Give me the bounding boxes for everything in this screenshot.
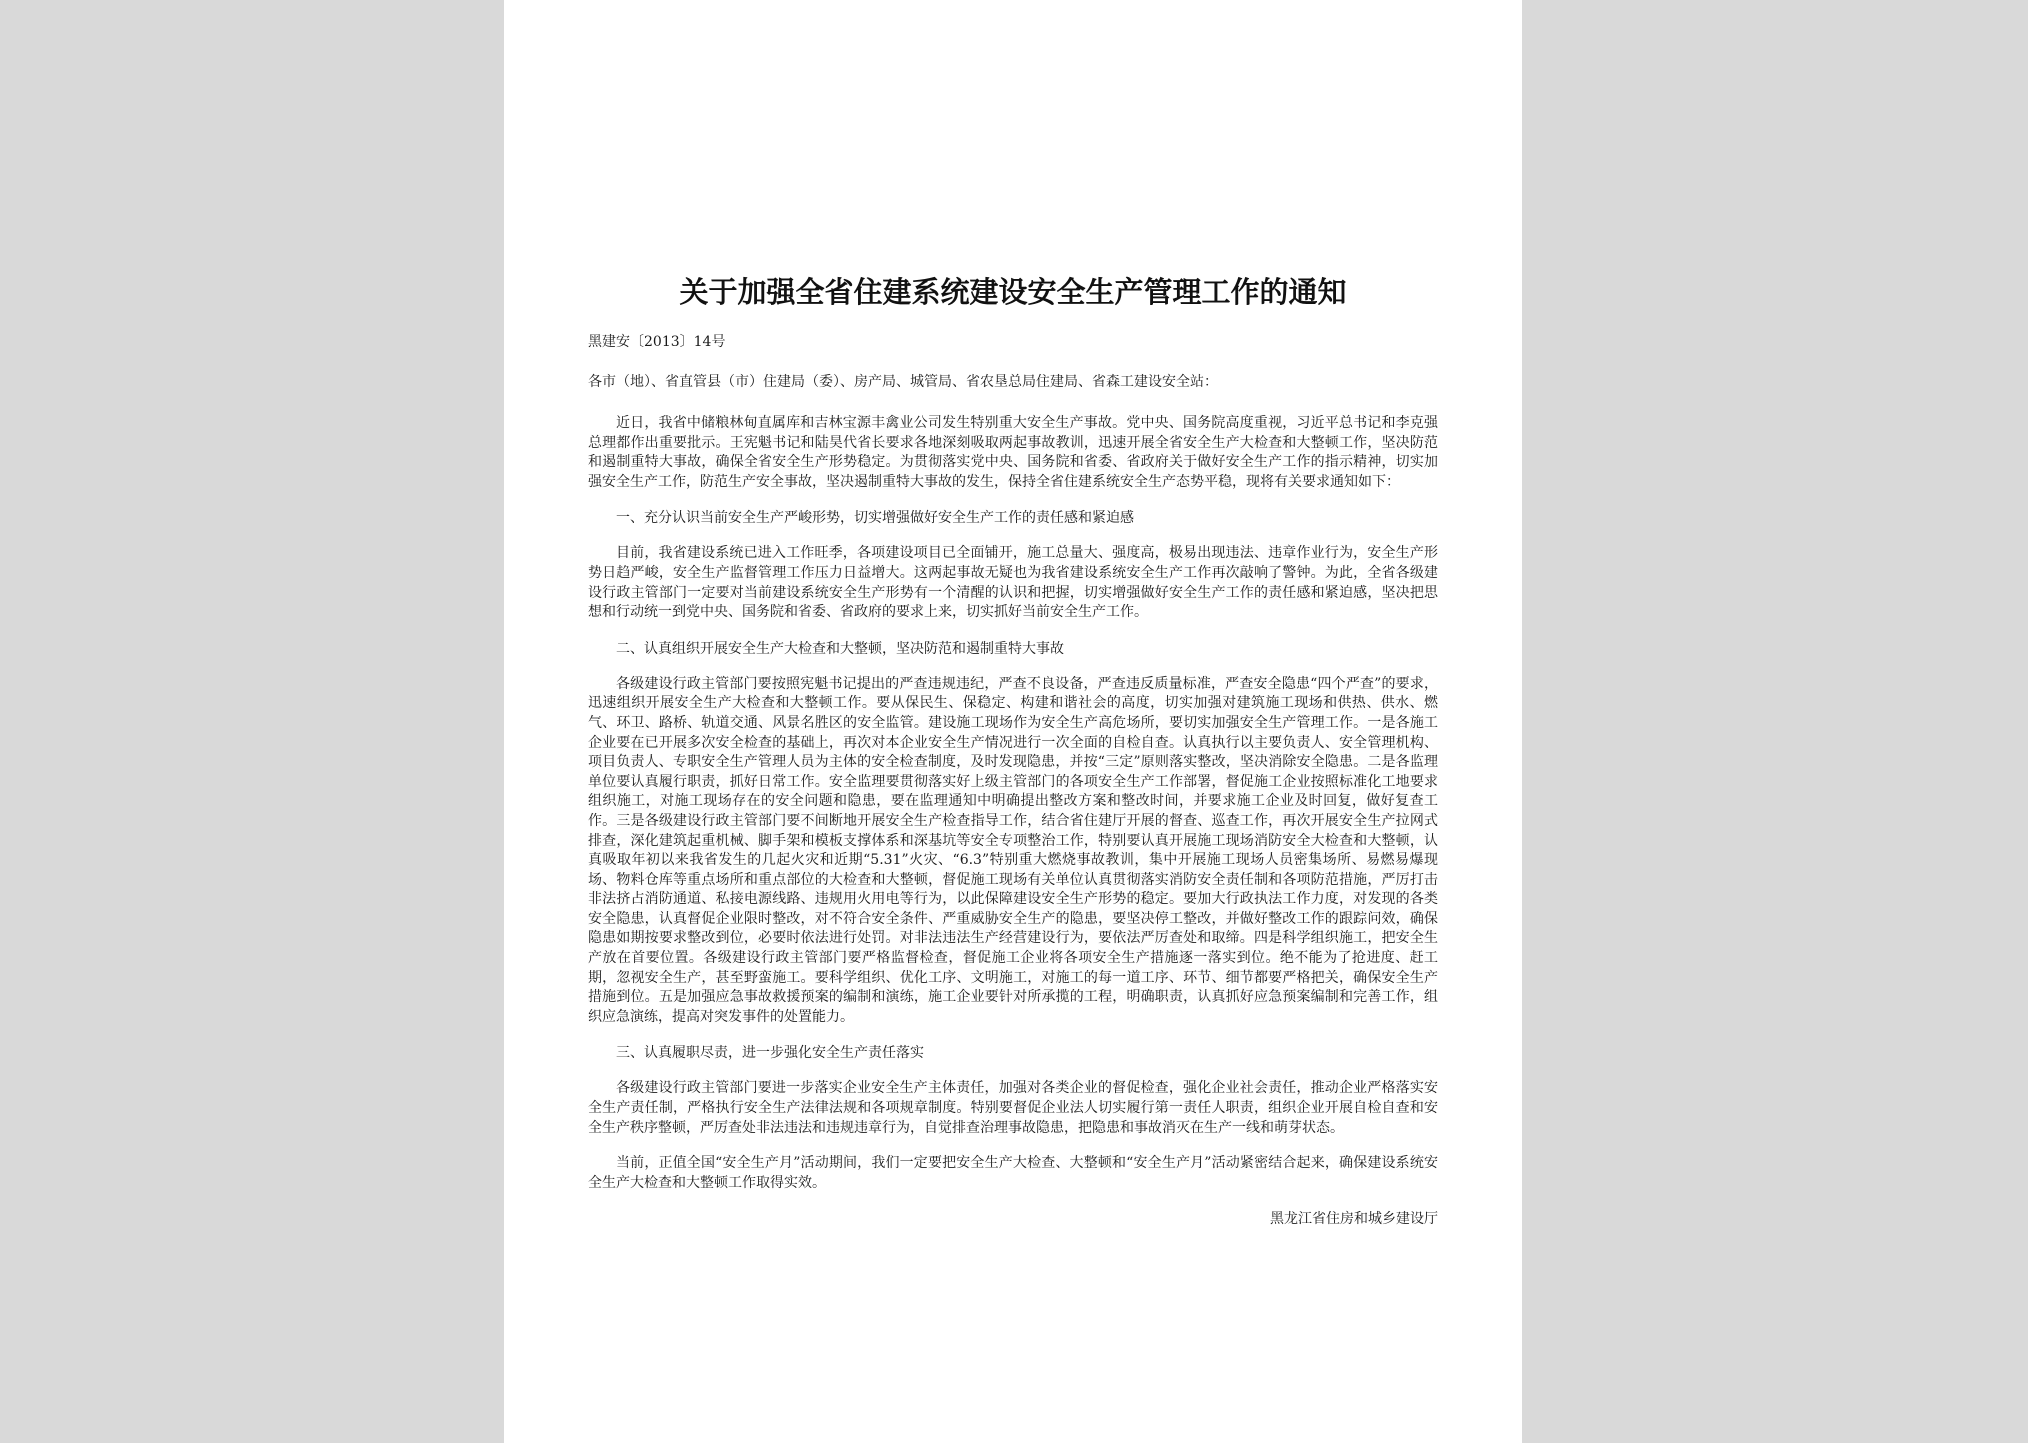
section3-heading: 三、认真履职尽责，进一步强化安全生产责任落实 — [616, 1045, 924, 1062]
section1-heading: 一、充分认识当前安全生产严峻形势，切实增强做好安全生产工作的责任感和紧迫感 — [616, 510, 1134, 527]
intro-paragraph: 近日，我省中储粮林甸直属库和吉林宝源丰禽业公司发生特别重大安全生产事故。党中央、国务院高度重视，习近平总书记和李克强总理都作出重要批示。王宪魁书记和陆昊代省长要求各地深刻吸取两起事故教训，迅速开展全省安全生产大检查和大整顿工作，坚决防范和遏制重特大事故，确保全省安全生产形势稳定。为贯彻落实党中央、国务院和省委、省政府关于做好安全生产工作的指示精神，切实加强安全生产工作，防范生产安全事故，坚决遏制重特大事故的发生，保持全省住建系统安全生产态势平稳，现将有关要求通知如下： — [588, 415, 1438, 490]
section2-heading: 二、认真组织开展安全生产大检查和大整顿，坚决防范和遏制重特大事故 — [616, 640, 1064, 657]
document-signature: 黑龙江省住房和城乡建设厅 — [1270, 1211, 1438, 1228]
section3-paragraph: 各级建设行政主管部门要进一步落实企业安全生产主体责任，加强对各类企业的督促检查，强化企业社会责任，推动企业严格落实安全生产责任制，严格执行安全生产法律法规和各项规章制度。特别要督促企业法人切实履行第一责任人职责，组织企业开展自检自查和安全生产秩序整顿，严厉查处非法违法和违规违章行为，自觉排查治理事故隐患，把隐患和事故消灭在生产一线和萌芽状态。 — [588, 1080, 1438, 1136]
section1-paragraph: 目前，我省建设系统已进入工作旺季，各项建设项目已全面铺开，施工总量大、强度高，极易出现违法、违章作业行为，安全生产形势日趋严峻，安全生产监督管理工作压力日益增大。这两起事故无疑也为我省建设系统安全生产工作再次敲响了警钟。为此，全省各级建设行政主管部门一定要对当前建设系统安全生产形势有一个清醒的认识和把握，切实增强做好安全生产工作的责任感和紧迫感，坚决把思想和行动统一到党中央、国务院和省委、省政府的要求上来，切实抓好当前安全生产工作。 — [588, 545, 1438, 621]
document-title: 关于加强全省住建系统建设安全生产管理工作的通知 — [679, 275, 1347, 309]
closing-paragraph: 当前，正值全国“安全生产月”活动期间，我们一定要把安全生产大检查、大整顿和“安全生产月”活动紧密结合起来，确保建设系统安全生产大检查和大整顿工作取得实效。 — [588, 1155, 1438, 1191]
document-salutation: 各市（地）、省直管县（市）住建局（委）、房产局、城管局、省农垦总局住建局、省森工建设安全站： — [588, 374, 1218, 390]
section2-paragraph: 各级建设行政主管部门要按照宪魁书记提出的严查违规违纪，严查不良设备，严查违反质量标准，严查安全隐患“四个严查”的要求，迅速组织开展安全生产大检查和大整顿工作。要从保民生、保稳定、构建和谐社会的高度，切实加强对建筑施工现场和供热、供水、燃气、环卫、路桥、轨道交通、风景名胜区的安全监管。建设施工现场作为安全生产高危场所，要切实加强安全生产管理工作。一是各施工企业要在已开展多次安全检查的基础上，再次对本企业安全生产情况进行一次全面的自检自查。认真执行以主要负责人、安全管理机构、项目负责人、专职安全生产管理人员为主体的安全检查制度，及时发现隐患，并按“三定”原则落实整改，坚决消除安全隐患。二是各监理单位要认真履行职责，抓好日常工作。安全监理要贯彻落实好上级主管部门的各项安全生产工作部署，督促施工企业按照标准化工地要求组织施工，对施工现场存在的安全问题和隐患，要在监理通知中明确提出整改方案和整改时间，并要求施工企业及时回复，做好复查工作。三是各级建设行政主管部门要不间断地开展安全生产检查指导工作，结合省住建厅开展的督查、巡查工作，再次开展安全生产拉网式排查，深化建筑起重机械、脚手架和模板支撑体系和深基坑等安全专项整治工作，特别要认真开展施工现场消防安全大检查和大整顿，认真吸取年初以来我省发生的几起火灾和近期“5.31”火灾、“6.3”特别重大燃烧事故教训，集中开展施工现场人员密集场所、易燃易爆现场、物料仓库等重点场所和重点部位的大检查和大整顿，督促施工现场有关单位认真贯彻落实消防安全责任制和各项防范措施，严厉打击非法挤占消防通道、私接电源线路、违规用火用电等行为，以此保障建设安全生产形势的稳定。要加大行政执法工作力度，对发现的各类安全隐患，认真督促企业限时整改，对不符合安全条件、严重威胁安全生产的隐患，要坚决停工整改，并做好整改工作的跟踪问效，确保隐患如期按要求整改到位，必要时依法进行处罚。对非法违法生产经营建设行为，要依法严厉查处和取缔。四是科学组织施工，把安全生产放在首要位置。各级建设行政主管部门要严格监督检查，督促施工企业将各项安全生产措施逐一落实到位。绝不能为了抢进度、赶工期，忽视安全生产，甚至野蛮施工。要科学组织、优化工序、文明施工，对施工的每一道工序、环节、细节都要严格把关，确保安全生产措施到位。五是加强应急事故救援预案的编制和演练，施工企业要针对所承揽的工程，明确职责，认真抓好应急预案编制和完善工作，组织应急演练，提高对突发事件的处置能力。 — [588, 675, 1438, 1025]
document-number: 黑建安〔2013〕14号 — [588, 334, 726, 350]
document-page — [504, 0, 1522, 1443]
document-content — [588, 270, 1438, 1229]
